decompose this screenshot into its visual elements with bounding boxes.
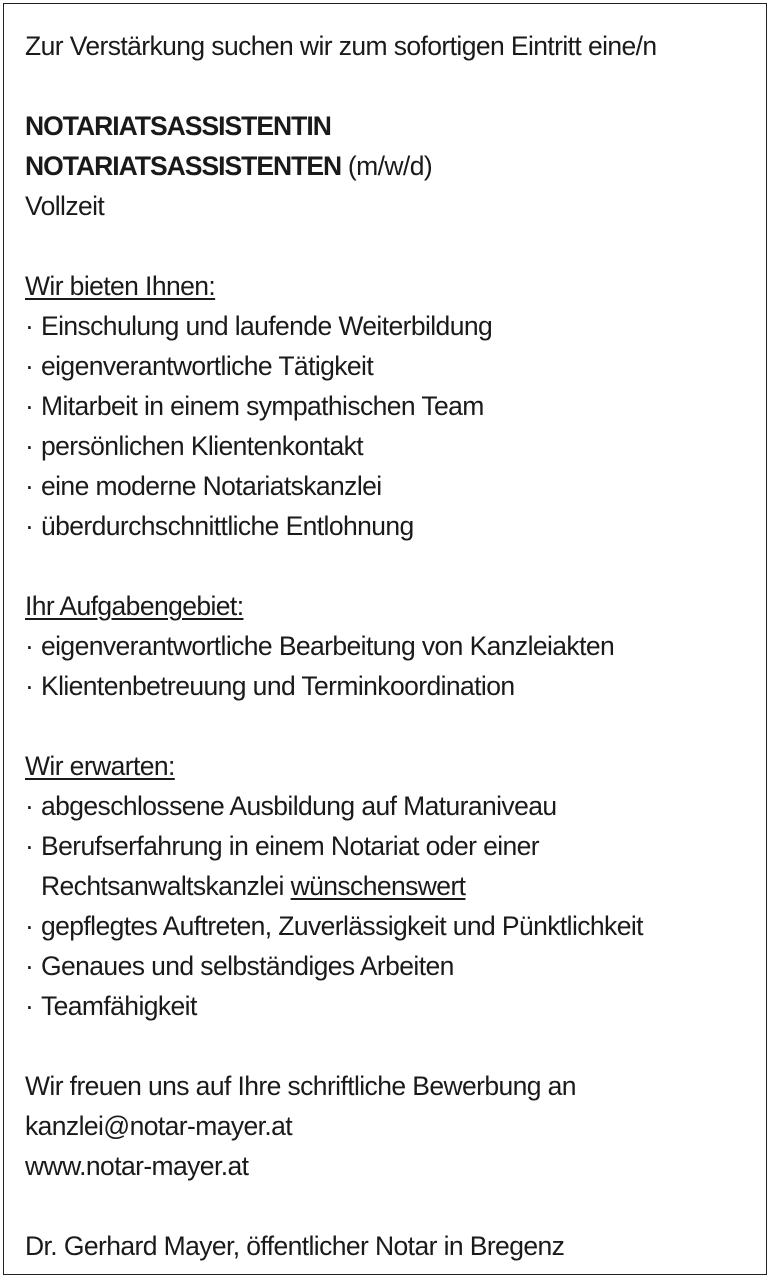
closing-text: Wir freuen uns auf Ihre schriftliche Bewerbung an	[25, 1071, 576, 1101]
offer-item	[25, 426, 752, 466]
spacer	[25, 1026, 752, 1066]
bullet-icon: ·	[25, 631, 34, 661]
job-title-line2-row	[25, 146, 752, 186]
bullet-icon: ·	[25, 951, 34, 981]
spacer	[25, 66, 752, 106]
requirement-item	[25, 986, 752, 1026]
tasks-heading-row	[25, 586, 752, 626]
offer-item-text: persönlichen Klientenkontakt	[41, 431, 364, 461]
bullet-icon: ·	[25, 311, 34, 341]
requirement-emphasis: wünschenswert	[290, 871, 466, 901]
bullet-icon: ·	[25, 391, 34, 421]
bullet-icon: ·	[25, 511, 34, 541]
offer-item-text: eine moderne Notariatskanzlei	[41, 471, 382, 501]
bullet-icon: ·	[25, 911, 34, 941]
requirement-item-continuation	[25, 866, 752, 906]
offer-heading-row	[25, 266, 752, 306]
requirement-item	[25, 826, 752, 866]
requirement-item-text: gepflegtes Auftreten, Zuverlässigkeit und Pünktlichkeit	[41, 911, 643, 941]
requirement-item-text: Rechtsanwaltskanzlei	[41, 871, 291, 901]
job-ad-frame	[3, 3, 767, 1275]
task-item-text: eigenverantwortliche Bearbeitung von Kanzleiakten	[41, 631, 615, 661]
offer-item	[25, 306, 752, 346]
requirement-item-text: Teamfähigkeit	[41, 991, 197, 1021]
task-item	[25, 626, 752, 666]
bullet-icon: ·	[25, 831, 34, 861]
requirements-heading-row	[25, 746, 752, 786]
requirement-item	[25, 786, 752, 826]
tasks-heading: Ihr Aufgabengebiet:	[25, 591, 244, 621]
requirement-item-text: abgeschlossene Ausbildung auf Maturaniveau	[41, 791, 557, 821]
bullet-icon: ·	[25, 431, 34, 461]
signature: Dr. Gerhard Mayer, öffentlicher Notar in Bregenz	[25, 1231, 565, 1261]
intro-text: Zur Verstärkung suchen wir zum sofortigen Eintritt eine/n	[25, 31, 657, 61]
offer-item-text: eigenverantwortliche Tätigkeit	[41, 351, 374, 381]
email-link[interactable]: kanzlei@notar-mayer.at	[25, 1111, 293, 1141]
offer-item-text: Mitarbeit in einem sympathischen Team	[41, 391, 484, 421]
bullet-icon: ·	[25, 791, 34, 821]
offer-item	[25, 466, 752, 506]
spacer	[25, 226, 752, 266]
job-ad-content	[25, 26, 752, 1266]
requirement-item-text: Genaues und selbständiges Arbeiten	[41, 951, 454, 981]
bullet-icon: ·	[25, 991, 34, 1021]
bullet-icon: ·	[25, 351, 34, 381]
requirement-item	[25, 946, 752, 986]
requirements-heading: Wir erwarten:	[25, 751, 175, 781]
requirement-item	[25, 906, 752, 946]
offer-item	[25, 506, 752, 546]
bullet-icon: ·	[25, 471, 34, 501]
job-title-gender-suffix: (m/w/d)	[341, 151, 433, 181]
job-title-line2: NOTARIATSASSISTENTEN	[25, 151, 342, 181]
offer-item	[25, 346, 752, 386]
offer-item-text: Einschulung und laufende Weiterbildung	[41, 311, 493, 341]
website-link[interactable]: www.notar-mayer.at	[25, 1151, 249, 1181]
task-item-text: Klientenbetreuung und Terminkoordination	[41, 671, 515, 701]
requirement-item-text: Berufserfahrung in einem Notariat oder einer	[41, 831, 539, 861]
bullet-icon: ·	[25, 671, 34, 701]
offer-item	[25, 386, 752, 426]
offer-heading: Wir bieten Ihnen:	[25, 271, 216, 301]
spacer	[25, 1186, 752, 1226]
employment-type: Vollzeit	[25, 191, 105, 221]
job-title-line1: NOTARIATSASSISTENTIN	[25, 111, 331, 141]
spacer	[25, 706, 752, 746]
offer-item-text: überdurchschnittliche Entlohnung	[41, 511, 414, 541]
spacer	[25, 546, 752, 586]
task-item	[25, 666, 752, 706]
